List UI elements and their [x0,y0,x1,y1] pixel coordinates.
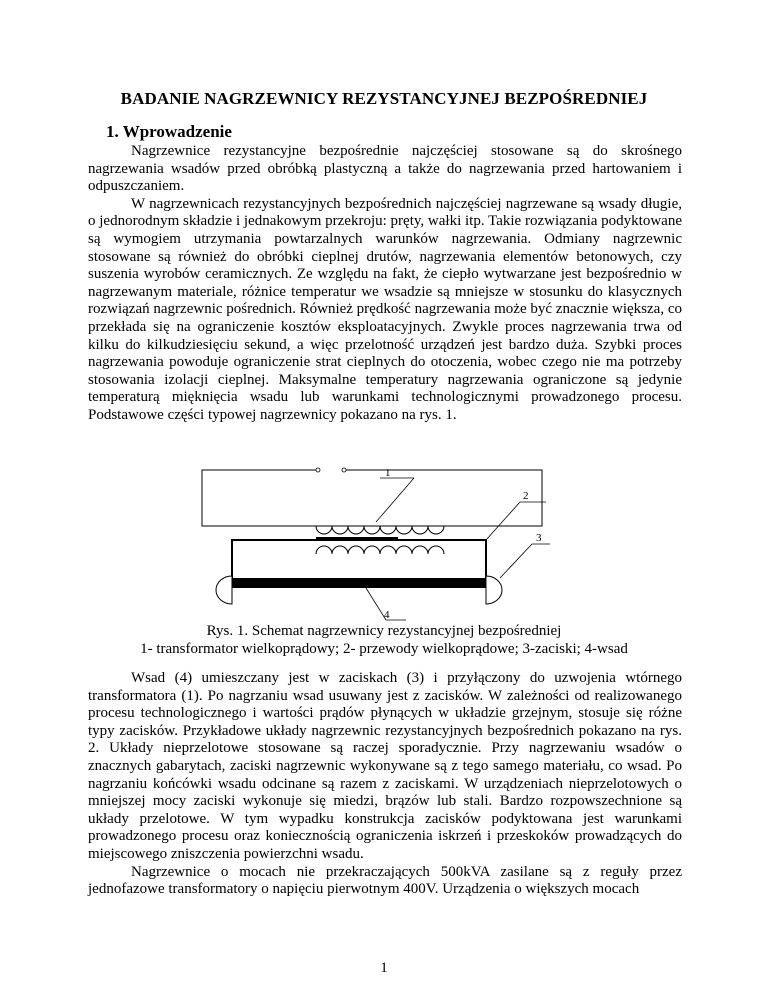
supply-terminal [316,468,320,472]
paragraph: Nagrzewnice o mocach nie przekraczających 500kVA zasilane są z reguły przez jednofazowe transformatory o napięciu pierwotnym 400V. Urządzenia o większych mocach [88,863,682,898]
high-current-leads [232,540,316,578]
figure-label-1: 1 [385,467,391,479]
charge-workpiece [232,578,486,588]
supply-terminal [342,468,346,472]
page-number: 1 [380,960,388,976]
body-text [88,670,682,899]
figure-caption-legend: 1- transformator wielkoprądowy; 2- przewody wielkoprądowe; 3-zaciski; 4-wsad [140,641,628,657]
leader-line-3 [500,544,532,578]
paragraph: Nagrzewnice rezystancyjne bezpośrednie najczęściej stosowane są do skrośnego nagrzewania wsadów przed obróbką plastyczną a także do nagrzewania przed hartowaniem i odpuszczaniem. [88,143,682,195]
leader-line-2 [486,502,520,540]
paragraph: W nagrzewnicach rezystancyjnych bezpośrednich najczęściej nagrzewane są wsady długie, o jednorodnym składzie i jednakowym przekroju: pręty, wałki itp. Takie rozwiązania podyktowane są wymogiem utrzymania powtarzalnych warunków nagrzewania. Odmiany nagrzewnic stosowane są również do obróbki cieplnej drutów, nagrzewania elementów betonowych, czy suszenia wyrobów ceramicznych. Ze względu na fakt, że ciepło wytwarzane jest bezpośrednio w nagrzewanym materiale, różnice temperatur we wsadzie są mniejsze w stosunku do klasycznych rozwiązań nagrzewnic pośrednich. Również prędkość nagrzewania może być znacznie większa, co przekłada się na ograniczenie kosztów eksploatacyjnych. Zwykle proces nagrzewania trwa od kilku do kilkudziesięciu sekund, a więc przelotność urządzeń jest bardzo duża. Szybki proces nagrzewania powoduje ograniczenie strat cieplnych do otoczenia, wobec czego nie ma potrzeby stosowania izolacji cieplnej. Maksymalne temperatury nagrzewania ograniczone są jedynie temperaturą mięknięcia wsadu lub warunkami technologicznymi prowadzonego procesu. Podstawowe części typowej nagrzewnicy pokazano na rys. 1. [88,195,682,423]
intro-text [88,143,682,425]
leader-line-1 [376,478,414,522]
transformer-primary-coil [316,526,444,534]
transformer-core [316,537,398,541]
figure-caption-title: Rys. 1. Schemat nagrzewnicy rezystancyjnej bezpośredniej [206,623,562,639]
figure-label-2: 2 [523,490,529,502]
clamp-left [216,576,232,604]
heater-schematic-figure [200,430,580,630]
document-title: BADANIE NAGRZEWNICY REZYSTANCYJNEJ BEZPOŚREDNIEJ [120,89,648,108]
paragraph: Wsad (4) umieszczany jest w zaciskach (3) i przyłączony do uzwojenia wtórnego transformatora (1). Po nagrzaniu wsad usuwany jest z zacisków. W zależności od realizowanego procesu technologicznego i wartości prądów płynących w układzie grzejnym, stosuje się różne typy zacisków. Przykładowe układy nagrzewnic rezystancyjnych bezpośrednich pokazano na rys. 2. Układy nieprzelotowe stosowane są raczej sporadycznie. Przy nagrzewaniu wsadów o znacznych gabarytach, zaciski nagrzewnic wykonywane są z tego samego materiału, co wsad. Po nagrzaniu końcówki wsadu odcinane są razem z zaciskami. W urządzeniach nieprzelotowych o mniejszej mocy zaciski wykonuje się miedzi, brązów lub stali. Bardzo rozpowszechnione są układy przelotowe. W tym wypadku konstrukcja zacisków podyktowana jest warunkami prowadzonego procesu oraz koniecznością ograniczenia iskrzeń i przeskoków prowadzących do miejscowego zniszczenia powierzchni wsadu. [88,670,682,862]
transformer-secondary-coil [316,546,444,554]
section-heading: 1. Wprowadzenie [106,122,232,141]
clamp-right [486,576,502,604]
supply-wire [202,470,542,526]
high-current-leads [444,540,486,578]
figure-label-3: 3 [536,532,542,544]
figure-label-4: 4 [384,609,390,621]
leader-line-4 [366,588,386,620]
